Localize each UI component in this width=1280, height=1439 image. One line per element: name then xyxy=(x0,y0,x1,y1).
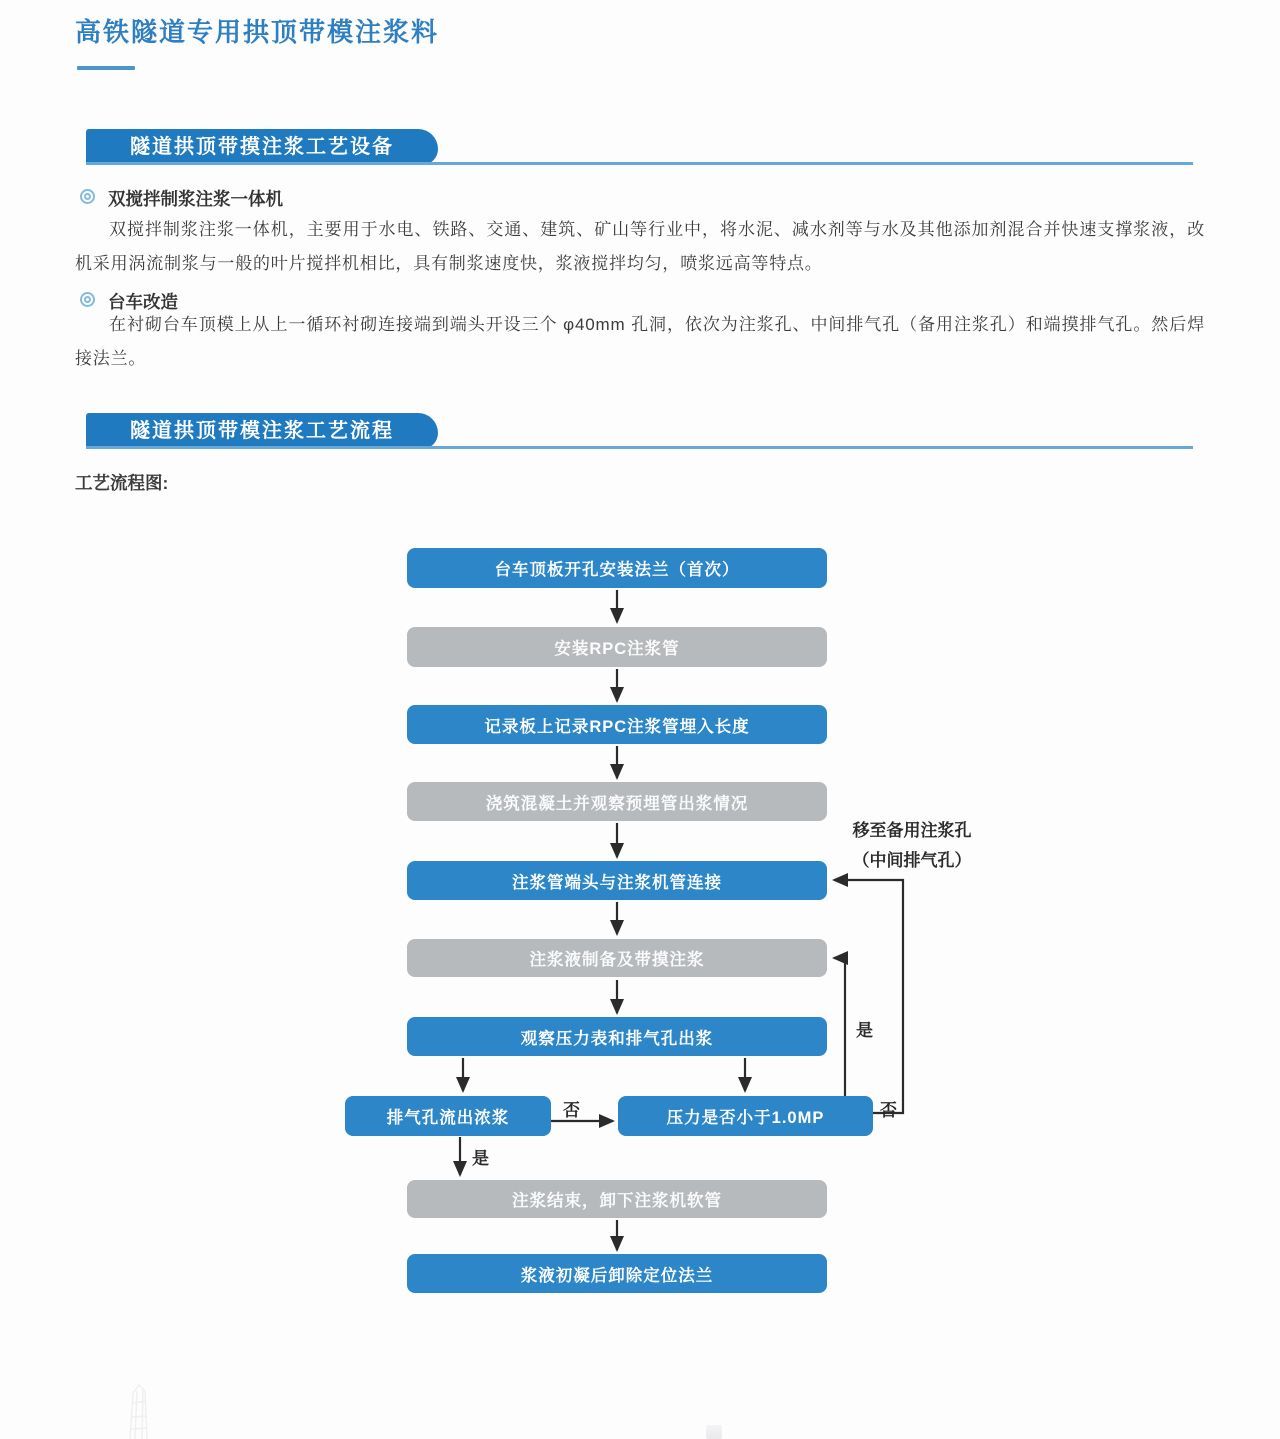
edge-label-no: 否 xyxy=(880,1101,897,1120)
feedback-annotation xyxy=(812,816,1012,876)
section-rule-process xyxy=(86,446,1193,449)
section-heading-process: 隧道拱顶带模注浆工艺流程 xyxy=(86,413,438,449)
page-title: 高铁隧道专用拱顶带模注浆料 xyxy=(75,17,440,47)
watermark-building-sketch xyxy=(116,1381,168,1439)
page-edge-smudge xyxy=(706,1425,722,1439)
feedback-yes-to-b6 xyxy=(834,958,845,1096)
section-heading-equipment: 隧道拱顶带摸注浆工艺设备 xyxy=(86,129,438,165)
equipment-item-body: 双搅拌制浆注浆一体机，主要用于水电、铁路、交通、建筑、矿山等行业中，将水泥、减水剂等与水及其他添加剂混合并快速支撑浆液，改机采用涡流制浆与一般的叶片搅拌机相比，具有制浆速度快，浆液搅拌均匀，喷浆远高等特点。 xyxy=(75,220,1205,273)
feedback-annotation-line1: 移至备用注浆孔 xyxy=(852,821,972,840)
double-circle-bullet-icon xyxy=(80,189,95,204)
edge-label-yes: 是 xyxy=(856,1021,873,1040)
flow-node: 台车顶板开孔安装法兰（首次） xyxy=(407,548,827,588)
flow-node-decision: 压力是否小于1.0MP xyxy=(618,1096,873,1136)
flow-node: 浆液初凝后卸除定位法兰 xyxy=(407,1254,827,1293)
flow-node: 注浆结束，卸下注浆机软管 xyxy=(407,1180,827,1218)
feedback-no-to-b5 xyxy=(834,880,903,1113)
flow-node: 注浆液制备及带摸注浆 xyxy=(407,939,827,977)
edge-label-no: 否 xyxy=(563,1101,580,1120)
flow-node: 浇筑混凝土并观察预埋管出浆情况 xyxy=(407,782,827,821)
title-underline xyxy=(77,66,135,70)
flow-node: 记录板上记录RPC注浆管埋入长度 xyxy=(407,705,827,744)
equipment-item-body: 在衬砌台车顶模上从上一循环衬砌连接端到端头开设三个 φ40mm 孔洞，依次为注浆孔、中间排气孔（备用注浆孔）和端摸排气孔。然后焊接法兰。 xyxy=(75,315,1205,368)
double-circle-bullet-icon xyxy=(80,292,95,307)
flowchart-caption: 工艺流程图: xyxy=(75,473,169,493)
equipment-item-title: 台车改造 xyxy=(108,292,178,312)
flow-node: 注浆管端头与注浆机管连接 xyxy=(407,861,827,900)
edge-label-yes: 是 xyxy=(472,1149,489,1168)
flow-node: 观察压力表和排气孔出浆 xyxy=(407,1017,827,1056)
section-rule-equipment xyxy=(86,162,1193,165)
equipment-item-title: 双搅拌制浆注浆一体机 xyxy=(108,189,283,209)
feedback-annotation-line2: （中间排气孔） xyxy=(852,851,972,870)
flow-node-decision: 排气孔流出浓浆 xyxy=(345,1096,551,1136)
flow-node: 安装RPC注浆管 xyxy=(407,627,827,667)
